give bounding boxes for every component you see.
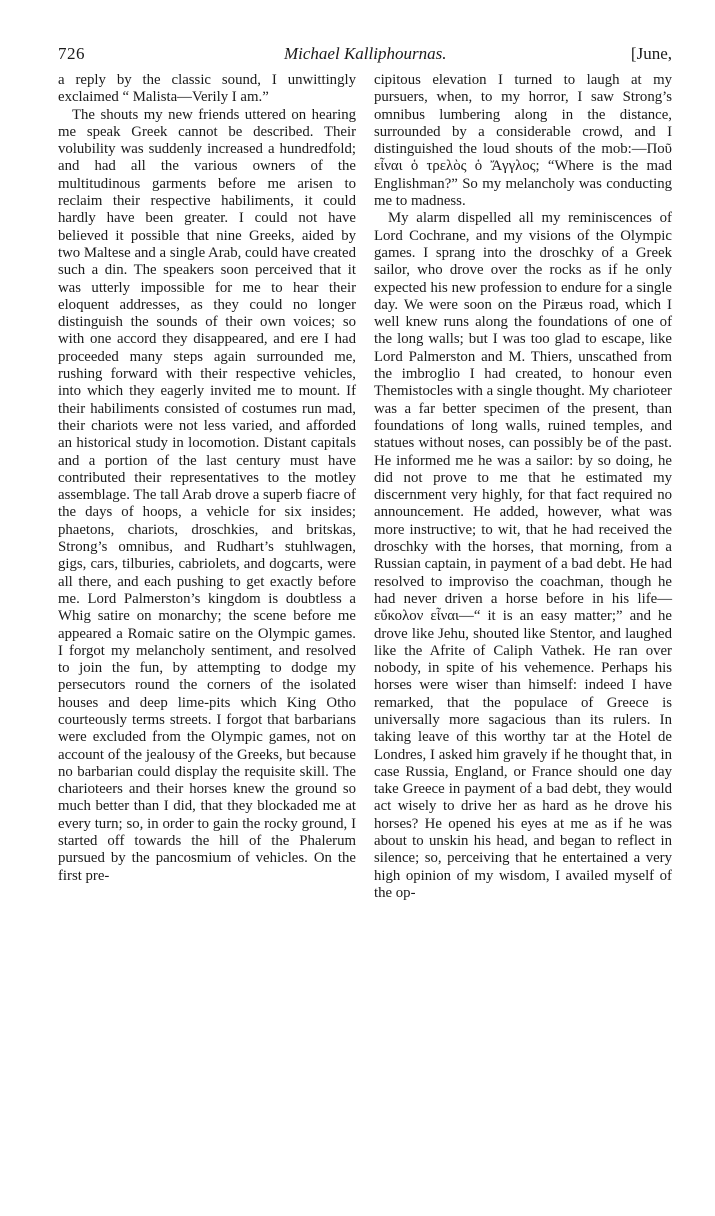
text-columns — [58, 72, 672, 1192]
paragraph: cipitous elevation I turned to laugh at my pursuers, when, to my horror, I saw Strong’s omnibus lumbering along in the distance, surrounded by a considerable crowd, and I distinguished the loud shouts of the mob:—Ποῦ εἶναι ὁ τρελὸς ὁ Ἄγγλος; “Where is the mad Englishman?” So my melancholy was conducting me to madness. — [374, 72, 672, 210]
paragraph: My alarm dispelled all my reminiscences of Lord Cochrane, and my visions of the Olympic games. I sprang into the droschky of a Greek sailor, who drove over the rocks as if he only expected his new profession to endure for a single day. We were soon on the Piræus road, which I well knew runs along the foundations of one of the long walls; but I was too glad to escape, like Lord Palmerston and M. Thiers, unscathed from the imbroglio I had created, to honour even Themistocles with a single thought. My charioteer was a far better specimen of the present, than foundations of long walls, ruined temples, and statues without noses, can possibly be of the past. He informed me he was a sailor: by so doing, he did not prove to me that he estimated my discernment very highly, for that fact required no announcement. He added, however, what was more instructive; to wit, that he had received the droschky with the horses, that morning, from a Russian captain, in payment of a bad debt. He had resolved to improviso the coachman, though he had never driven a horse before in his life—εὔκολον εἶναι—“ it is an easy matter;” and he drove like Jehu, shouted like Stentor, and laughed like the Afrite of Caliph Vathek. He ran over nobody, in spite of his vehemence. Perhaps his horses were wiser than himself: indeed I have remarked, that the populace of Greece is universally more sagacious than its rulers. In taking leave of this worthy tar at the Hotel de Londres, I asked him gravely if he thought that, in case Russia, England, or France should one day take Greece in payment of a bad debt, they would act wisely to drive her as hard as he drove his horses? He opened his eyes at me as if he was about to unskin his head, and began to reflect in silence; so, perceiving that he entertained a very high opinion of my wisdom, I availed myself of the op- — [374, 210, 672, 901]
right-column — [374, 72, 672, 902]
page-header — [58, 44, 672, 70]
paragraph: The shouts my new friends uttered on hearing me speak Greek cannot be described. Their volubility was suddenly increased a hundredfold; and had all the various owners of the multitudinous garments before me arisen to reclaim their respective habiliments, it could hardly have been greater. I could not have believed it possible that nine Greeks, aided by two Maltese and a single Arab, could have created such a din. The speakers soon perceived that it was utterly impossible for me to hear their eloquent addresses, as they could no longer distinguish the sounds of their own voices; so with one accord they disappeared, and ere I had proceeded many steps again surrounded me, rushing forward with their respective vehicles, into which they eagerly invited me to mount. If their habiliments consisted of costumes run mad, their chariots were not less varied, and afforded an historical study in locomotion. Distant capitals and a portion of the last century must have contributed their representatives to the motley assemblage. The tall Arab drove a superb fiacre of the days of hoops, a vehicle for six insides; phaetons, chariots, droschkies, and britskas, Strong’s omnibus, and Rudhart’s stuhlwagen, gigs, cars, tilburies, cabriolets, and dogcarts, were all there, and each pushing to get exactly before me. Lord Palmerston’s kingdom is doubtless a Whig satire on monarchy; the scene before me appeared a Romaic satire on the Olympic games. I forgot my melancholy sentiment, and resolved to join the fun, by attempting to dodge my persecutors round the corners of the isolated houses and deep lime-pits which King Otho courteously terms streets. I forgot that barbarians were excluded from the Olympic games, not on account of the jealousy of the Greeks, but because no barbarian could display the requisite skill. The charioteers and their horses knew the ground so much better than I did, that they blockaded me at every turn; so, in order to gain the rocky ground, I started off towards the hill of the Phalerum pursued by the pancosmium of vehicles. On the first pre- — [58, 106, 356, 884]
issue-month: [June, — [630, 44, 672, 63]
page-number: 726 — [58, 44, 85, 63]
running-title: Michael Kalliphournas. — [284, 44, 447, 63]
paragraph: a reply by the classic sound, I unwittingly exclaimed “ Malista—Verily I am.” — [58, 72, 356, 106]
left-column — [58, 72, 356, 885]
